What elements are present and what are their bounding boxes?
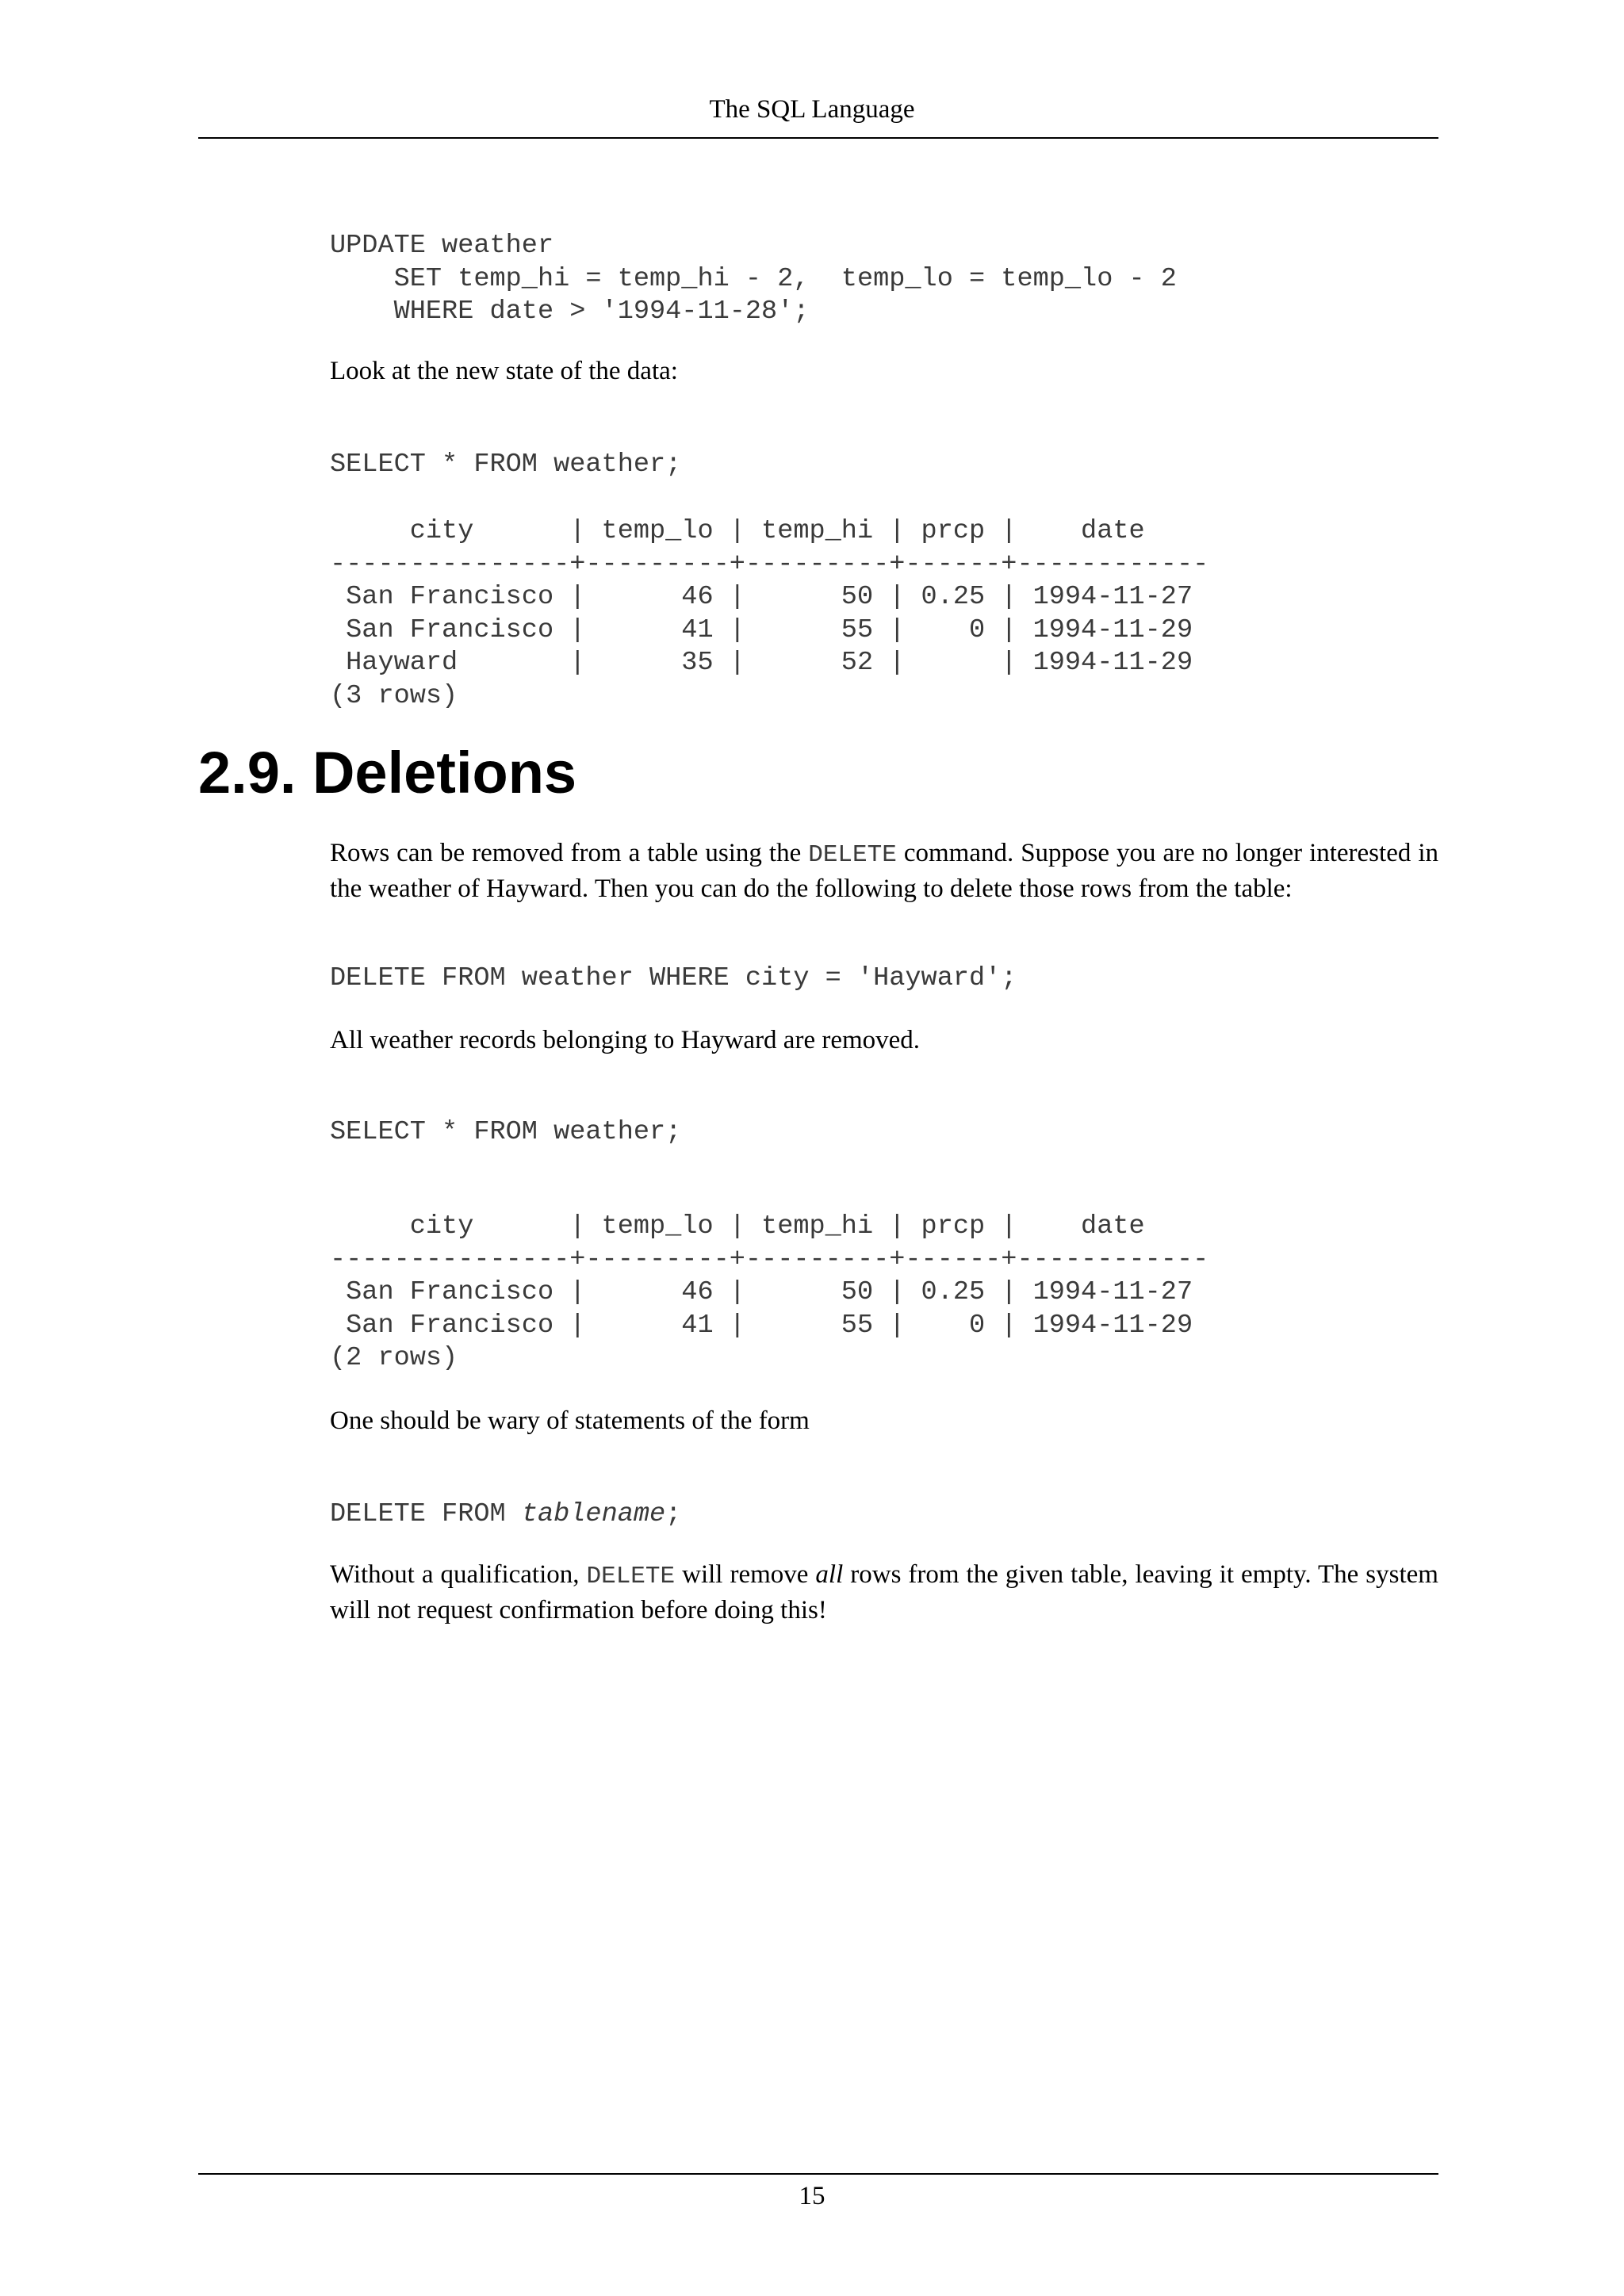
- select-code-block-2: SELECT * FROM weather;: [330, 1117, 682, 1147]
- warning-text-before: Without a qualification,: [330, 1560, 587, 1589]
- delete-all-code-block: [330, 1498, 1438, 1532]
- look-paragraph: Look at the new state of the data:: [330, 357, 678, 385]
- delete-all-prefix: DELETE FROM: [330, 1499, 522, 1529]
- delete-all-suffix: ;: [665, 1499, 682, 1529]
- warning-paragraph: [330, 1558, 1438, 1627]
- warning-text-after: rows from the given table, leaving it empty. The system will not request confirmation before doing this!: [330, 1560, 1438, 1624]
- page-number: 15: [799, 2182, 825, 2210]
- inline-code-delete-2: DELETE: [586, 1563, 676, 1590]
- header-rule: [198, 137, 1438, 139]
- removed-paragraph: All weather records belonging to Hayward are removed.: [330, 1026, 921, 1054]
- intro-text-after: command. Suppose you are no longer interested in the weather of Hayward. Then you can do the following to delete those rows from the table:: [330, 839, 1438, 903]
- warning-emphasis: all: [815, 1560, 844, 1589]
- section-heading: 2.9. Deletions: [198, 740, 577, 806]
- query-result-1: city | temp_lo | temp_hi | prcp | date ---------------+---------+---------+------+------------ San Francisco | 46 | 50 | 0.25 | 1994-11-27 San Francisco | 41 | 55 | 0 | 1994-11-29 Hayward | 35 | 52 | | 1994-11-29 (3 rows): [330, 516, 1209, 711]
- wary-paragraph: One should be wary of statements of the form: [330, 1406, 810, 1435]
- update-code-block: UPDATE weather SET temp_hi = temp_hi - 2, temp_lo = temp_lo - 2 WHERE date > '1994-11-28';: [330, 231, 1177, 327]
- query-result-2: city | temp_lo | temp_hi | prcp | date ---------------+---------+---------+------+------------ San Francisco | 46 | 50 | 0.25 | 1994-11-27 San Francisco | 41 | 55 | 0 | 1994-11-29 (2 rows): [330, 1211, 1209, 1374]
- tablename-placeholder: tablename: [521, 1499, 666, 1529]
- inline-code-delete: DELETE: [808, 841, 897, 869]
- warning-text-middle: will remove: [675, 1560, 816, 1589]
- delete-code-block: DELETE FROM weather WHERE city = 'Hayward';: [330, 963, 1017, 993]
- deletions-intro-paragraph: [330, 836, 1438, 905]
- running-header: The SQL Language: [709, 95, 915, 124]
- footer-rule: [198, 2173, 1438, 2175]
- intro-text-before: Rows can be removed from a table using the: [330, 839, 809, 867]
- select-code-block-1: SELECT * FROM weather;: [330, 450, 682, 480]
